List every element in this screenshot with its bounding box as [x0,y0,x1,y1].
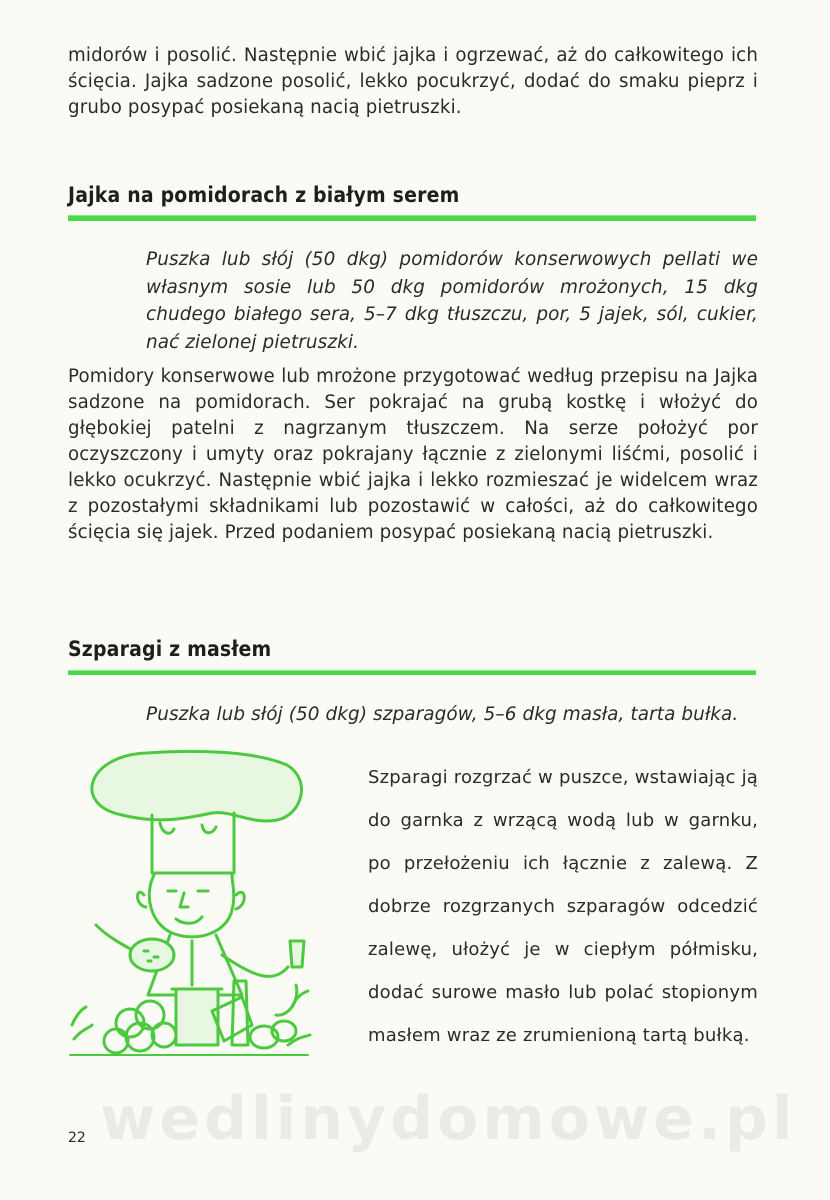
recipe1-ingredients: Puszka lub słój (50 dkg) pomidorów konserwowych pellati we własnym sosie lub 50 dkg pomidorów mrożonych, 15 dkg chudego białego sera, 5–7 dkg tłuszczu, por, 5 jajek, sól, cukier, nać zielonej pietruszki. [146,249,758,353]
recipe1-instructions: Pomidory konserwowe lub mrożone przygotować według przepisu na Jajka sadzone na pomidorach. Ser pokrajać na grubą kostkę i włożyć do głębokiej patelni z nagrzanym tłuszczem. Na serze położyć por oczyszczony i umyty oraz pokrajany łącznie z zielonymi liśćmi, posolić i lekko ocukrzyć. Następnie wbić jajka i lekko rozmieszać je widelcem wraz z pozostałymi składnikami lub pozostawić w całości, aż do całkowitego ścięcia się jajek. Przed podaniem posypać posiekaną nacią pietruszki. [68,366,758,543]
watermark: wedlinydomowe.pl [100,1084,797,1154]
chef-icon [52,745,312,1065]
page-number: 22 [68,1130,86,1146]
continuation-paragraph: midorów i posolić. Następnie wbić jajka i ogrzewać, aż do całkowitego ich ścięcia. Jajka sadzone posolić, lekko pocukrzyć, dodać do smaku pieprz i grubo posypać posiekaną nacią pietruszki. [68,45,758,118]
recipe-title-asparagus-butter: Szparagi z masłem [68,637,272,661]
heading-rule [68,670,756,675]
recipe2-instructions: Szparagi rozgrzać w puszce, wstawiając ją do garnka z wrzącą wodą lub w garnku, po przełożeniu ich łącznie z zalewą. Z dobrze rozgrzanych szparagów odcedzić zalewę, ułożyć je w ciepłym półmisku, dodać surowe masło lub polać stopionym masłem wraz ze zrumienioną tartą bułką. [368,767,758,1046]
recipe2-ingredients: Puszka lub słój (50 dkg) szparagów, 5–6 dkg masła, tarta bułka. [146,704,739,725]
recipe-title-eggs-tomatoes-cheese: Jajka na pomidorach z białym serem [68,183,460,207]
heading-rule [68,215,756,221]
